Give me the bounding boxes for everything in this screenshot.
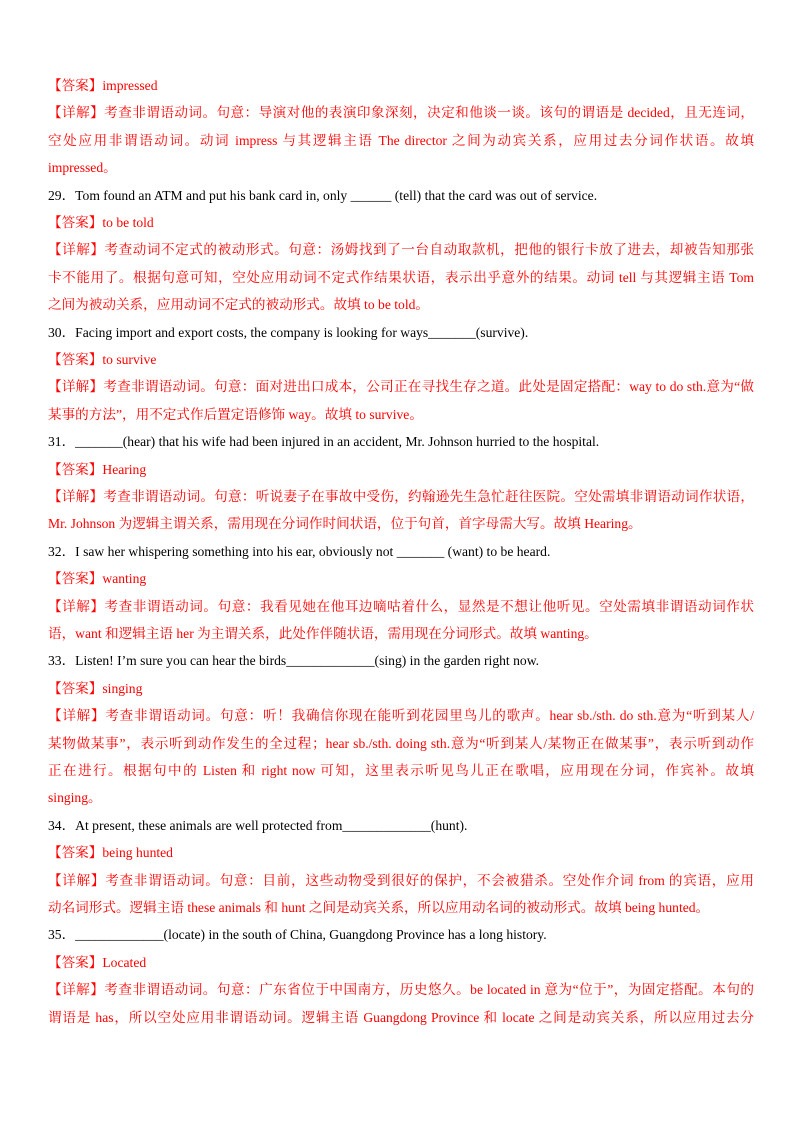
- explanation-line: 谓语是 has，所以空处应用非谓语动词。逻辑主语 Guangdong Province 和 locate 之间是动宾关系，所以应用过去分: [48, 1009, 754, 1025]
- answer-line: 【答案】to be told: [48, 215, 154, 230]
- answer-line: 【答案】wanting: [48, 571, 147, 587]
- answer-line: 【答案】impressed: [48, 78, 158, 93]
- explanation-line: 【详解】考查非谓语动词。句意：导演对他的表演印象深刻，决定和他谈一谈。该句的谓语是 decided，且无连词，: [48, 105, 754, 121]
- explanation-line: 【详解】考查非谓语动词。句意：我看见她在他耳边嘀咕着什么，显然是不想让他听见。空处需填非谓语动词作状: [48, 598, 754, 614]
- question-line: 32．I saw her whispering something into his ear, obviously not _______ (want) to be heard.: [48, 543, 551, 559]
- question-line: 35．_____________(locate) in the south of China, Guangdong Province has a long history.: [48, 927, 547, 943]
- answer-line: 【答案】Hearing: [48, 461, 147, 477]
- explanation-line: 【详解】考查非谓语动词。句意：面对进出口成本，公司正在寻找生存之道。此处是固定搭配：way to do sth.意为“做: [48, 379, 754, 395]
- question-line: 33．Listen! I’m sure you can hear the birds_____________(sing) in the garden right now.: [48, 653, 540, 669]
- question-line: 31．_______(hear) that his wife had been injured in an accident, Mr. Johnson hurried to the hospital.: [48, 434, 600, 450]
- explanation-line: 【详解】考查动词不定式的被动形式。句意：汤姆找到了一台自动取款机，把他的银行卡放了进去，却被告知那张: [48, 242, 754, 258]
- question-line: 30．Facing import and export costs, the company is looking for ways_______(survive).: [48, 324, 529, 340]
- explanation-line: 正在进行。根据句中的 Listen 和 right now 可知，这里表示听见鸟儿正在歌唱，应用现在分词，作宾补。故填: [48, 763, 754, 779]
- answer-line: 【答案】being hunted: [48, 845, 173, 861]
- explanation-line: Mr. Johnson 为逻辑主谓关系，需用现在分词作时间状语，位于句首，首字母需大写。故填 Hearing。: [48, 516, 642, 532]
- explanation-line: 【详解】考查非谓语动词。句意：听！我确信你现在能听到花园里鸟儿的歌声。hear sb./sth. do sth.意为“听到某人/: [48, 708, 754, 724]
- explanation-line: 【详解】考查非谓语动词。句意：听说妻子在事故中受伤，约翰逊先生急忙赶往医院。空处需填非谓语动词作状语，: [48, 489, 754, 505]
- explanation-line: 空处应用非谓语动词。动词 impress 与其逻辑主语 The director 之间为动宾关系，应用过去分词作状语。故填: [48, 132, 754, 148]
- explanation-line: 某物做某事”，表示听到动作发生的全过程；hear sb./sth. doing sth.意为“听到某人/某物正在做某事”，表示听到动作: [48, 735, 754, 751]
- explanation-line: 【详解】考查非谓语动词。句意：广东省位于中国南方，历史悠久。be located in 意为“位于”，为固定搭配。本句的: [48, 982, 754, 998]
- explanation-line: 语，want 和逻辑主语 her 为主谓关系，此处作伴随状语，需用现在分词形式。故填 wanting。: [48, 626, 598, 642]
- explanation-line: 某事的方法”，用不定式作后置定语修饰 way。故填 to survive。: [48, 406, 423, 422]
- explanation-line: 之间为被动关系，应用动词不定式的被动形式。故填 to be told。: [48, 297, 429, 313]
- answer-line: 【答案】singing: [48, 680, 143, 696]
- document-page: [48, 72, 754, 1031]
- explanation-line: 动名词形式。逻辑主语 these animals 和 hunt 之间是动宾关系，所以应用动名词的被动形式。故填 being hunted。: [48, 900, 710, 916]
- explanation-line: 卡不能用了。根据句意可知，空处应用动词不定式作结果状语，表示出乎意外的结果。动词 tell 与其逻辑主语 Tom: [48, 269, 754, 285]
- question-line: 34．At present, these animals are well protected from_____________(hunt).: [48, 817, 468, 833]
- explanation-line: singing。: [48, 790, 102, 806]
- answer-line: 【答案】to survive: [48, 352, 157, 367]
- answer-line: 【答案】Located: [48, 954, 147, 970]
- explanation-line: 【详解】考查非谓语动词。句意：目前，这些动物受到很好的保护，不会被猎杀。空处作介词 from 的宾语，应用: [48, 872, 754, 888]
- explanation-line: impressed。: [48, 160, 117, 176]
- question-line: 29．Tom found an ATM and put his bank card in, only ______ (tell) that the card was out of service.: [48, 187, 598, 203]
